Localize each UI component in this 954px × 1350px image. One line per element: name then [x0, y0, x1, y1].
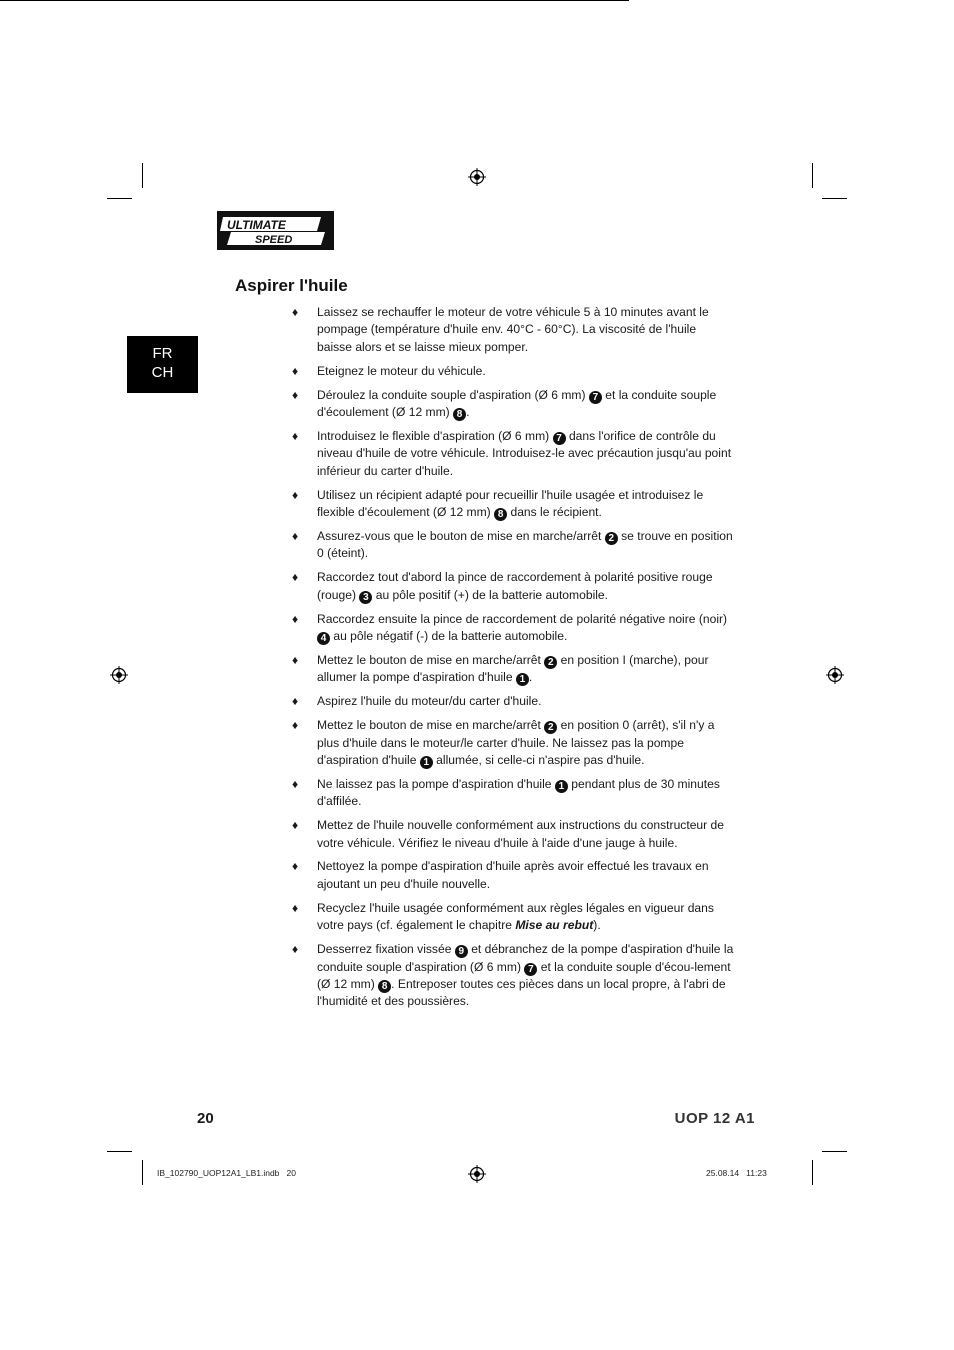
part-number-badge: 8	[378, 980, 391, 993]
part-number-badge: 9	[455, 945, 468, 958]
part-number-badge: 1	[555, 780, 568, 793]
list-item: ♦ Nettoyez la pompe d'aspiration d'huile après avoir effectué les travaux en ajoutant un peu d'huile nouvelle.	[292, 859, 709, 891]
language-fr: FR	[152, 345, 173, 362]
header-rule	[0, 0, 629, 1]
crop-mark	[142, 163, 143, 188]
page-number: 20	[197, 1110, 214, 1127]
part-number-badge: 1	[420, 756, 433, 769]
registration-mark-icon	[110, 666, 128, 684]
part-number-badge: 3	[359, 591, 372, 604]
crop-mark	[107, 198, 132, 199]
crop-mark	[107, 1151, 132, 1152]
instruction-list	[292, 304, 734, 1017]
list-item: ♦ Desserrez fixation vissée 9 et débranchez de la pompe d'aspiration d'huile la conduite souple d'aspiration (Ø 6 mm) 7 et la conduite souple d'écou-lement (Ø 12 mm) 8 . Entreposer toutes ces pièces dans un local propre, à l'abri de l'humidité et des poussières.	[292, 942, 734, 1009]
part-number-badge: 2	[544, 721, 557, 734]
bullet-icon: ♦	[292, 652, 299, 667]
crop-mark	[822, 1151, 847, 1152]
crop-mark	[142, 1160, 143, 1185]
list-item: ♦ Mettez de l'huile nouvelle conformément aux instructions du constructeur de votre véhicule. Vérifiez le niveau d'huile à l'aide d'une jauge à huile.	[292, 818, 724, 850]
bullet-icon: ♦	[292, 776, 299, 791]
chapter-reference: Mise au rebut	[515, 918, 594, 933]
part-number-badge: 7	[553, 432, 566, 445]
model-number: UOP 12 A1	[674, 1110, 755, 1127]
list-item: ♦ Utilisez un récipient adapté pour recueillir l'huile usagée et introduisez le flexible d'écoulement (Ø 12 mm) 8 dans le récipient.	[292, 487, 704, 521]
part-number-badge: 8	[494, 508, 507, 521]
part-number-badge: 2	[605, 532, 618, 545]
bullet-icon: ♦	[292, 611, 299, 626]
bullet-icon: ♦	[292, 363, 299, 378]
registration-mark-icon	[468, 168, 486, 186]
bullet-icon: ♦	[292, 487, 299, 502]
part-number-badge: 1	[516, 673, 529, 686]
part-number-badge: 8	[453, 408, 466, 421]
list-item: ♦ Aspirez l'huile du moteur/du carter d'huile.	[292, 693, 734, 710]
bullet-icon: ♦	[292, 428, 299, 443]
language-ch: CH	[151, 364, 174, 381]
crop-mark	[812, 1160, 813, 1185]
list-item: ♦ Assurez-vous que le bouton de mise en marche/arrêt 2 se trouve en position 0 (éteint).	[292, 528, 733, 561]
file-info: IB_102790_UOP12A1_LB1.indb 20	[157, 1168, 296, 1178]
ultimate-speed-logo	[217, 211, 334, 250]
bullet-icon: ♦	[292, 528, 299, 543]
bullet-icon: ♦	[292, 694, 299, 709]
bullet-icon: ♦	[292, 718, 299, 733]
list-item: ♦ Raccordez tout d'abord la pince de raccordement à polarité positive rouge (rouge) 3 au pôle positif (+) de la batterie automobile.	[292, 570, 713, 603]
part-number-badge: 7	[589, 391, 602, 404]
logo-text-ultimate: ULTIMATE	[227, 218, 286, 232]
part-number-badge: 4	[317, 632, 330, 645]
logo-text-speed: SPEED	[255, 234, 293, 246]
list-item: ♦ Mettez le bouton de mise en marche/arrêt 2 en position I (marche), pour allumer la pompe d'aspiration d'huile 1 .	[292, 652, 709, 686]
list-item: ♦ Recyclez l'huile usagée conformément aux règles légales en vigueur dans votre pays (cf. également le chapitre Mise au rebut).	[292, 900, 714, 933]
bullet-icon: ♦	[292, 859, 299, 874]
logo-graphic	[217, 211, 334, 250]
bullet-icon: ♦	[292, 570, 299, 585]
list-item: ♦ Raccordez ensuite la pince de raccordement de polarité négative noire (noir) 4 au pôle négatif (-) de la batterie automobile.	[292, 611, 728, 644]
part-number-badge: 7	[524, 963, 537, 976]
print-date: 25.08.14 11:23	[706, 1168, 767, 1178]
bullet-icon: ♦	[292, 942, 299, 957]
crop-mark	[822, 198, 847, 199]
list-item: ♦ Laissez se rechauffer le moteur de votre véhicule 5 à 10 minutes avant le pompage (température d'huile env. 40°C - 60°C). La viscosité de l'huile baisse alors et se laisse mieux pomper.	[292, 305, 709, 354]
bullet-icon: ♦	[292, 305, 299, 319]
crop-mark	[812, 163, 813, 188]
bullet-icon: ♦	[292, 818, 299, 833]
registration-mark-icon	[826, 666, 844, 684]
list-item: ♦ Déroulez la conduite souple d'aspiration (Ø 6 mm) 7 et la conduite souple d'écoulement (Ø 12 mm) 8 .	[292, 387, 717, 421]
language-tab	[127, 336, 198, 393]
list-item: ♦ Mettez le bouton de mise en marche/arrêt 2 en position 0 (arrêt), s'il n'y a plus d'huile dans le moteur/le carter d'huile. Ne laissez pas la pompe d'aspiration d'huile 1 allumée, si celle-ci n'aspire pas d'huile.	[292, 718, 715, 768]
list-item: ♦ Introduisez le flexible d'aspiration (Ø 6 mm) 7 dans l'orifice de contrôle du niveau d'huile de votre véhicule. Introduisez-le avec précaution jusqu'au point inférieur du carter d'huile.	[292, 428, 732, 478]
section-title: Aspirer l'huile	[235, 276, 348, 295]
part-number-badge: 2	[544, 656, 557, 669]
registration-mark-icon	[468, 1165, 486, 1183]
bullet-icon: ♦	[292, 900, 299, 915]
bullet-icon: ♦	[292, 387, 299, 402]
list-item: ♦ Eteignez le moteur du véhicule.	[292, 363, 734, 380]
list-item: ♦ Ne laissez pas la pompe d'aspiration d'huile 1 pendant plus de 30 minutes d'affilée.	[292, 776, 720, 809]
